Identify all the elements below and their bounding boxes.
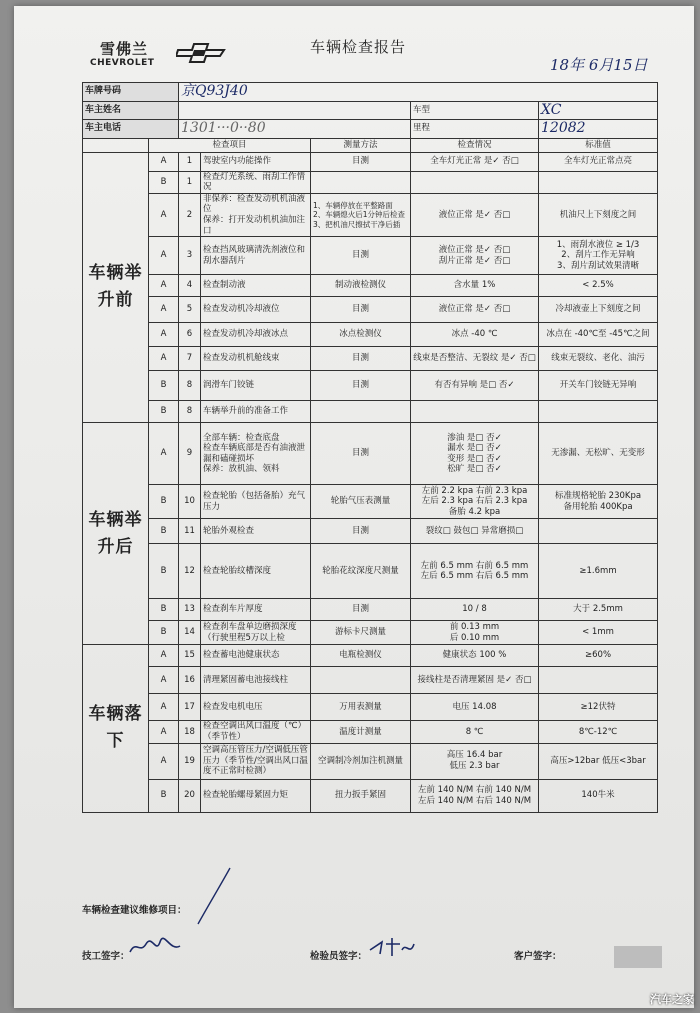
row-result: 裂纹□ 鼓包□ 异常磨损□ (411, 519, 539, 544)
row-grade: A (149, 721, 179, 743)
row-number: 6 (179, 323, 201, 347)
table-row (83, 193, 658, 237)
table-row (83, 743, 658, 779)
suggest-label: 车辆检查建议维修项目： (82, 905, 187, 916)
table-row (83, 779, 658, 812)
row-method (311, 667, 411, 694)
table-row (83, 371, 658, 401)
row-method: 温度计测量 (311, 721, 411, 743)
row-method: 目测 (311, 347, 411, 371)
table-row (83, 721, 658, 743)
table-row (83, 323, 658, 347)
row-item: 检查制动液 (201, 275, 311, 297)
row-item: 润滑车门铰链 (201, 371, 311, 401)
section-after-lift: 车辆举升后 (83, 423, 149, 645)
row-standard: 140牛米 (539, 779, 658, 812)
row-result: 左前 2.2 kpa 右前 2.3 kpa 左后 2.3 kpa 右后 2.3 kpa 备胎 4.2 kpa (411, 485, 539, 519)
row-grade: A (149, 667, 179, 694)
table-row (83, 544, 658, 599)
row-standard: 标准规格轮胎 230Kpa 备用轮胎 400Kpa (539, 485, 658, 519)
table-row (83, 621, 658, 645)
customer-signature-redaction (614, 946, 662, 968)
row-standard: 开关车门铰链无异响 (539, 371, 658, 401)
inspection-paper (14, 6, 694, 1008)
row-standard: 冷却液壶上下刻度之间 (539, 297, 658, 323)
table-row (83, 599, 658, 621)
row-number: 14 (179, 621, 201, 645)
row-grade: B (149, 544, 179, 599)
section-lowered: 车辆落下 (83, 645, 149, 812)
mileage-value: 12082 (539, 120, 658, 139)
row-method: 空调制冷剂加注机测量 (311, 743, 411, 779)
owner-label: 车主姓名 (83, 101, 179, 120)
table-row (83, 152, 658, 171)
row-number: 13 (179, 599, 201, 621)
row-item: 检查发动机冷却液冰点 (201, 323, 311, 347)
inspector-signature (366, 936, 416, 958)
phone-value: 1301···0··80 (179, 120, 411, 139)
row-result: 健康状态 100 % (411, 645, 539, 667)
row-number: 3 (179, 237, 201, 275)
row-standard: 冰点在 -40℃至 -45℃之间 (539, 323, 658, 347)
row-grade: B (149, 371, 179, 401)
row-item: 检查空调出风口温度（℃）（季节性） (201, 721, 311, 743)
row-result: 冰点 -40 ℃ (411, 323, 539, 347)
section-before-lift: 车辆举升前 (83, 152, 149, 423)
row-number: 4 (179, 275, 201, 297)
row-item: 车辆举升前的准备工作 (201, 401, 311, 423)
row-method: 目测 (311, 599, 411, 621)
brand-logo (86, 36, 236, 76)
row-standard: ≥60% (539, 645, 658, 667)
row-grade: A (149, 645, 179, 667)
row-number: 5 (179, 297, 201, 323)
row-number: 11 (179, 519, 201, 544)
row-grade: A (149, 423, 179, 485)
row-item: 轮胎外观检查 (201, 519, 311, 544)
row-method: 目测 (311, 237, 411, 275)
row-item: 检查发动机冷却液位 (201, 297, 311, 323)
table-row (83, 237, 658, 275)
row-result: 渗油 是□ 否✓ 漏水 是□ 否✓ 变形 是□ 否✓ 松旷 是□ 否✓ (411, 423, 539, 485)
row-item: 检查轮胎（包括备胎）充气压力 (201, 485, 311, 519)
row-standard: 大于 2.5mm (539, 599, 658, 621)
row-result: 前 0.13 mm 后 0.10 mm (411, 621, 539, 645)
row-result (411, 401, 539, 423)
row-item: 检查发电机电压 (201, 694, 311, 721)
row-method: 万用表测量 (311, 694, 411, 721)
brand-name-cn: 雪佛兰 (100, 40, 149, 58)
blank-header (83, 138, 149, 152)
row-method: 冰点检测仪 (311, 323, 411, 347)
row-number: 20 (179, 779, 201, 812)
row-result: 液位正常 是✓ 否□ 刮片正常 是✓ 否□ (411, 237, 539, 275)
row-standard: 高压>12bar 低压<3bar (539, 743, 658, 779)
row-result: 液位正常 是✓ 否□ (411, 193, 539, 237)
row-item: 检查轮胎纹槽深度 (201, 544, 311, 599)
row-result: 含水量 1% (411, 275, 539, 297)
row-method: 游标卡尺测量 (311, 621, 411, 645)
customer-signature-label: 客户签字： (514, 951, 562, 962)
inspection-table (82, 82, 658, 813)
row-method (311, 171, 411, 193)
row-result: 左前 140 N/M 右前 140 N/M 左后 140 N/M 右后 140 N/M (411, 779, 539, 812)
row-result: 10 / 8 (411, 599, 539, 621)
row-standard: 8℃-12℃ (539, 721, 658, 743)
table-row (83, 694, 658, 721)
row-result: 电压 14.08 (411, 694, 539, 721)
suggestion-pen-stroke (194, 866, 234, 926)
row-grade: A (149, 323, 179, 347)
column-header-method: 测量方法 (311, 138, 411, 152)
row-grade: B (149, 621, 179, 645)
row-result: 8 ℃ (411, 721, 539, 743)
row-number: 1 (179, 152, 201, 171)
row-result: 线束是否整洁、无裂纹 是✓ 否□ (411, 347, 539, 371)
row-number: 12 (179, 544, 201, 599)
row-result (411, 171, 539, 193)
row-number: 16 (179, 667, 201, 694)
tech-signature (126, 936, 186, 958)
brand-name-en: CHEVROLET (90, 58, 155, 68)
row-standard: 无渗漏、无松旷、无变形 (539, 423, 658, 485)
row-result: 全车灯光正常 是✓ 否□ (411, 152, 539, 171)
owner-value (179, 101, 411, 120)
row-grade: A (149, 275, 179, 297)
row-standard: < 2.5% (539, 275, 658, 297)
row-item: 非保养：检查发动机机油液位 保养：打开发动机机油加注口 (201, 193, 311, 237)
row-item: 全部车辆：检查底盘 检查车辆底部是否有油液泄漏和磕碰损坏 保养：放机油、领料 (201, 423, 311, 485)
table-row (83, 171, 658, 193)
row-method: 1、车辆停放在平整路面 2、车辆熄火后1分钟后检查 3、把机油尺擦拭干净后插 (311, 193, 411, 237)
row-number: 8 (179, 401, 201, 423)
row-number: 7 (179, 347, 201, 371)
table-row (83, 423, 658, 485)
row-method: 目测 (311, 371, 411, 401)
row-item: 清理紧固蓄电池接线柱 (201, 667, 311, 694)
report-title: 车辆检查报告 (310, 38, 407, 56)
column-header-standard: 标准值 (539, 138, 658, 152)
row-result: 液位正常 是✓ 否□ (411, 297, 539, 323)
row-grade: B (149, 519, 179, 544)
row-standard: 线束无裂纹、老化、油污 (539, 347, 658, 371)
plate-label: 车牌号码 (83, 83, 179, 102)
row-method: 目测 (311, 152, 411, 171)
row-number: 9 (179, 423, 201, 485)
row-grade: A (149, 694, 179, 721)
row-result: 左前 6.5 mm 右前 6.5 mm 左后 6.5 mm 右后 6.5 mm (411, 544, 539, 599)
row-number: 2 (179, 193, 201, 237)
row-grade: B (149, 779, 179, 812)
row-item: 检查刹车片厚度 (201, 599, 311, 621)
table-row (83, 667, 658, 694)
plate-value: 京Q93J40 (179, 83, 658, 102)
row-result: 有否有异响 是□ 否✓ (411, 371, 539, 401)
row-standard (539, 519, 658, 544)
row-grade: B (149, 485, 179, 519)
row-number: 8 (179, 371, 201, 401)
row-item: 检查刹车盘单边磨损深度（行驶里程5万以上检 (201, 621, 311, 645)
row-standard (539, 667, 658, 694)
table-row (83, 275, 658, 297)
model-label: 车型 (411, 101, 539, 120)
row-standard (539, 401, 658, 423)
row-method: 轮胎花纹深度尺测量 (311, 544, 411, 599)
row-grade: B (149, 171, 179, 193)
table-row (83, 401, 658, 423)
row-standard: < 1mm (539, 621, 658, 645)
row-grade: A (149, 297, 179, 323)
row-item: 驾驶室内功能操作 (201, 152, 311, 171)
row-number: 17 (179, 694, 201, 721)
row-grade: A (149, 152, 179, 171)
row-grade: A (149, 193, 179, 237)
row-grade: A (149, 347, 179, 371)
row-standard: 全车灯光正常点亮 (539, 152, 658, 171)
row-method: 目测 (311, 297, 411, 323)
row-standard: ≥12伏特 (539, 694, 658, 721)
row-result: 高压 16.4 bar 低压 2.3 bar (411, 743, 539, 779)
row-grade: B (149, 599, 179, 621)
table-row (83, 485, 658, 519)
watermark-text: 汽车之家 (650, 993, 694, 1006)
row-item: 检查发动机机舱线束 (201, 347, 311, 371)
row-method: 扭力扳手紧固 (311, 779, 411, 812)
column-header-item: 检查项目 (149, 138, 311, 152)
row-method: 电瓶检测仪 (311, 645, 411, 667)
inspector-signature-label: 检验员签字： (310, 951, 368, 962)
row-standard: 机油尺上下刻度之间 (539, 193, 658, 237)
row-method (311, 401, 411, 423)
row-item: 检查灯光系统、雨刮工作情况 (201, 171, 311, 193)
report-date: 18年 6月15日 (550, 56, 648, 74)
bowtie-logo-icon (176, 42, 226, 64)
row-item: 检查挡风玻璃清洗剂液位和刮水器刮片 (201, 237, 311, 275)
row-item: 检查轮胎螺母紧固力矩 (201, 779, 311, 812)
row-number: 18 (179, 721, 201, 743)
row-grade: A (149, 743, 179, 779)
row-item: 空调高压管压力/空调低压管压力（季节性/空调出风口温度不正常时检测） (201, 743, 311, 779)
row-method: 目测 (311, 519, 411, 544)
row-number: 19 (179, 743, 201, 779)
table-row (83, 297, 658, 323)
row-method: 目测 (311, 423, 411, 485)
row-item: 检查蓄电池健康状态 (201, 645, 311, 667)
column-header-result: 检查情况 (411, 138, 539, 152)
row-number: 1 (179, 171, 201, 193)
phone-label: 车主电话 (83, 120, 179, 139)
row-standard (539, 171, 658, 193)
row-number: 15 (179, 645, 201, 667)
row-result: 接线柱是否清理紧固 是✓ 否□ (411, 667, 539, 694)
row-standard: ≥1.6mm (539, 544, 658, 599)
table-row (83, 347, 658, 371)
row-grade: A (149, 237, 179, 275)
row-method: 轮胎气压表测量 (311, 485, 411, 519)
tech-signature-label: 技工签字： (82, 951, 130, 962)
mileage-label: 里程 (411, 120, 539, 139)
table-row (83, 645, 658, 667)
row-grade: B (149, 401, 179, 423)
row-method: 制动液检测仪 (311, 275, 411, 297)
table-row (83, 519, 658, 544)
row-standard: 1、雨刮水液位 ≥ 1/3 2、刮片工作无异响 3、刮片刮试效果清晰 (539, 237, 658, 275)
row-number: 10 (179, 485, 201, 519)
model-value: XC (539, 101, 658, 120)
